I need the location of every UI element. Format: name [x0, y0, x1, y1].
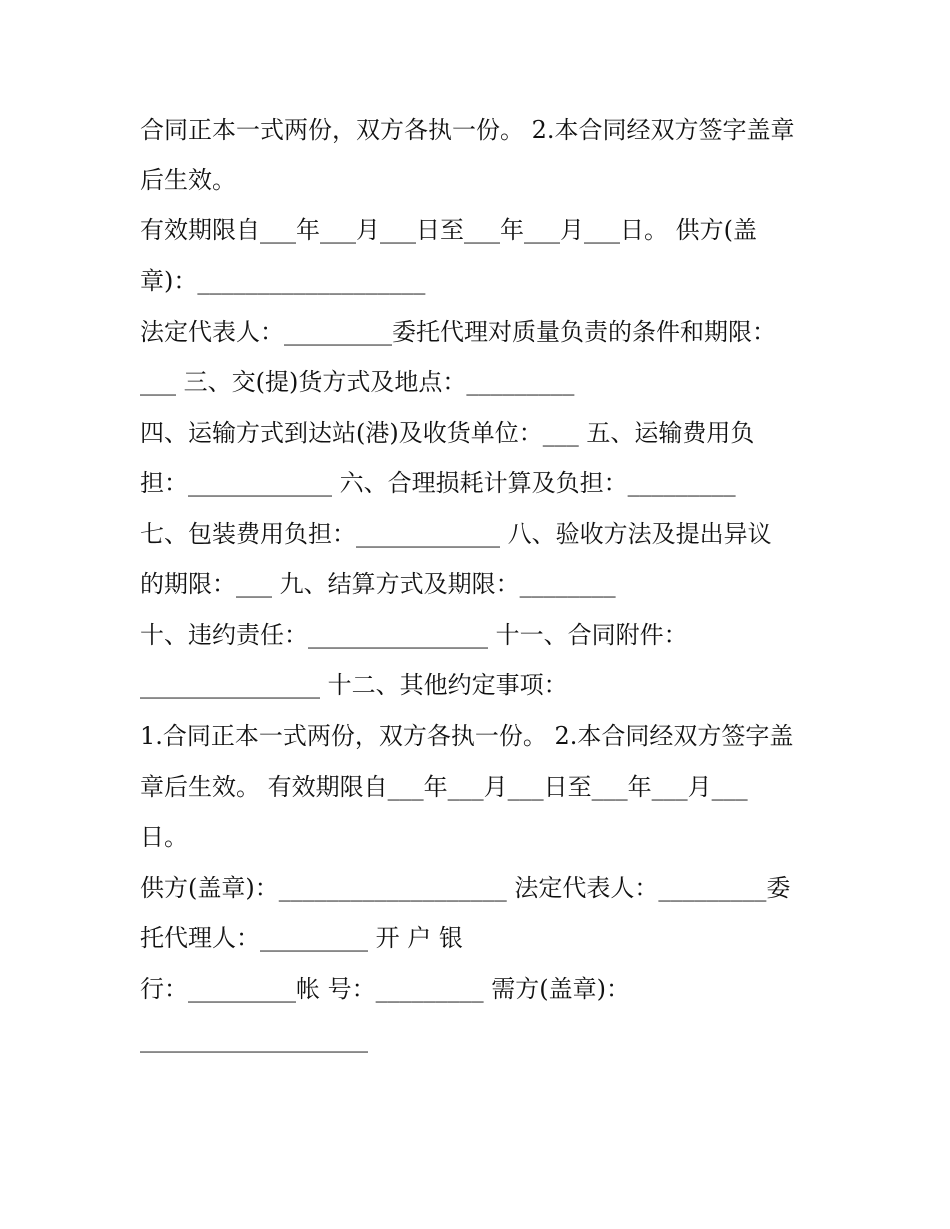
text-line: 章)：___________________: [140, 267, 426, 295]
text-line: 法定代表人：_________委托代理对质量负责的条件和期限：: [140, 318, 776, 346]
text-line: _______________ 十二、其他约定事项：: [140, 671, 568, 699]
text-line: 供方(盖章)：___________________ 法定代表人：_________委: [140, 874, 791, 902]
text-line: 四、运输方式到达站(港)及收货单位：___ 五、运输费用负: [140, 419, 755, 447]
text-line: 七、包装费用负担：____________ 八、验收方法及提出异议: [140, 520, 772, 548]
text-line: 后生效。: [140, 166, 236, 194]
text-line: 有效期限自___年___月___日至___年___月___日。 供方(盖: [140, 216, 757, 244]
text-line: 担：____________ 六、合理损耗计算及负担：_________: [140, 469, 736, 497]
text-line: 托代理人：_________ 开 户 银: [140, 924, 463, 952]
text-line: 的期限：___ 九、结算方式及期限：________: [140, 570, 616, 598]
text-line: 十、违约责任：_______________ 十一、合同附件：: [140, 621, 688, 649]
text-line: 合同正本一式两份，双方各执一份。 2.本合同经双方签字盖章: [140, 116, 795, 144]
text-line: 行：_________帐 号：_________ 需方(盖章)：: [140, 975, 630, 1003]
text-line: 日。: [140, 823, 188, 851]
text-line: 章后生效。 有效期限自___年___月___日至___年___月___: [140, 773, 748, 801]
text-line: ___________________: [140, 1025, 368, 1053]
text-line: 1.合同正本一式两份，双方各执一份。 2.本合同经双方签字盖: [140, 722, 794, 750]
text-line: ___ 三、交(提)货方式及地点：_________: [140, 368, 575, 396]
